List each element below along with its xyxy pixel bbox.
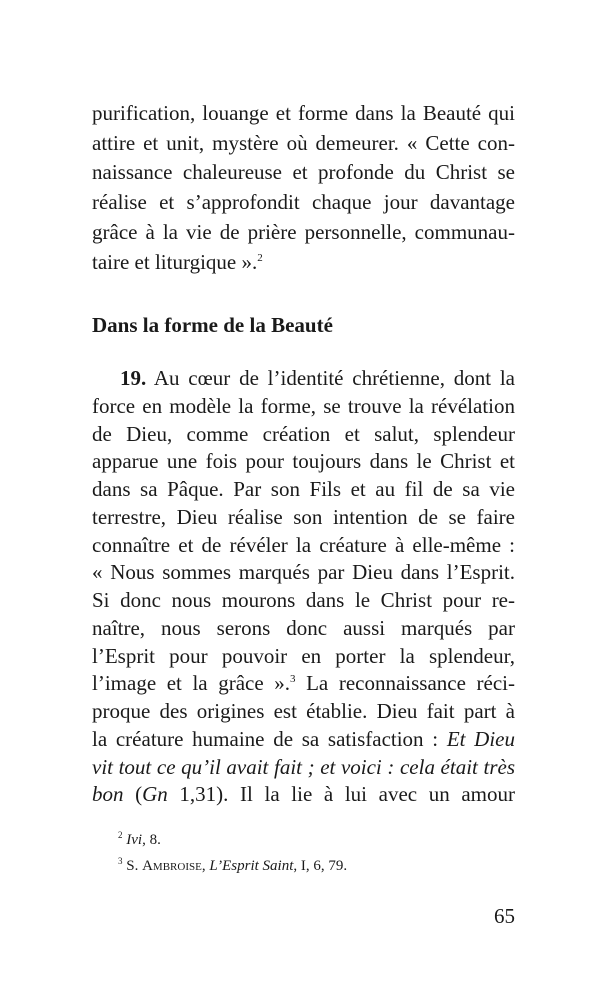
text-line: [92, 532, 515, 558]
text-run: (: [123, 782, 143, 807]
text-run: terrestre, Dieu réalise son intention de se faire: [92, 504, 515, 529]
text-line: [92, 393, 515, 419]
text-run: bon: [92, 782, 124, 807]
text-line: [92, 587, 515, 613]
text-line: [92, 559, 515, 585]
text-run: naître, nous serons donc aussi marqués par: [92, 615, 515, 640]
text-run: de Dieu, comme création et salut, splendeur: [92, 421, 515, 446]
text-run: 1,31). Il la lie à lui avec un amour: [167, 782, 515, 807]
text-line: [92, 726, 515, 752]
text-run: vit tout ce qu’il avait fait ; et voici : cela était très: [92, 754, 515, 779]
text-run: ,: [201, 858, 210, 874]
text-run: l’Esprit pour pouvoir en porter la splendeur,: [92, 643, 515, 668]
text-line: [92, 249, 515, 275]
text-line: [92, 476, 515, 502]
footnote: [118, 830, 161, 850]
text-run: Gn: [142, 782, 168, 807]
text-run: force en modèle la forme, se trouve la révélation: [92, 393, 515, 418]
text-run: dans sa Pâque. Par son Fils et au fil de sa vie: [92, 477, 515, 501]
footnote-ref: 2: [257, 251, 263, 264]
text-run: « Nous sommes marqués par Dieu dans l’Esprit.: [92, 560, 515, 585]
footnote-ref: 2: [118, 830, 123, 840]
text-run: réalise et s’approfondit chaque jour davantage: [92, 190, 515, 215]
text-run: La reconnaissance réci-: [295, 671, 515, 696]
text-line: [92, 100, 515, 126]
text-line: [92, 189, 515, 215]
text-run: , 8.: [142, 832, 161, 848]
text-run: Ivi: [126, 832, 143, 848]
section-heading: Dans la forme de la Beauté: [92, 313, 333, 337]
text-line: [92, 670, 515, 696]
text-line: [92, 504, 515, 530]
text-line: [92, 448, 515, 474]
text-line: [92, 754, 515, 780]
text-line: [92, 219, 515, 245]
text-line: [92, 130, 515, 156]
text-run: connaître et de révéler la créature à elle-même :: [92, 532, 515, 557]
text-run: , I, 6, 79.: [293, 858, 348, 874]
footnote: [118, 856, 347, 876]
text-line: [92, 781, 515, 807]
text-run: taire et liturgique ».: [92, 249, 258, 274]
text-line: [120, 365, 515, 391]
text-run: Et Dieu: [446, 726, 516, 751]
text-line: [92, 421, 515, 447]
text-run: L’Esprit Saint: [209, 858, 294, 874]
text-run: S.: [122, 858, 143, 874]
text-run: 19.: [120, 366, 147, 390]
text-line: [92, 643, 515, 669]
footnote-ref: 3: [290, 673, 296, 686]
text-line: [92, 615, 515, 641]
footnote-ref: 3: [118, 856, 123, 866]
text-run: apparue une fois pour toujours dans le Christ et: [92, 449, 515, 474]
text-run: Si donc nous mourons dans le Christ pour re-: [92, 588, 515, 612]
text-run: grâce à la vie de prière personnelle, communau-: [92, 219, 515, 244]
text-run: proque des origines est établie. Dieu fait part à: [92, 699, 515, 723]
text-run: Ambroise: [142, 858, 202, 874]
text-run: la créature humaine de sa satisfaction :: [92, 726, 447, 751]
text-run: naissance chaleureuse et profonde du Christ se: [92, 160, 515, 185]
text-run: Au cœur de l’identité chrétienne, dont la: [146, 366, 515, 390]
text-line: [92, 698, 515, 724]
text-line: [92, 159, 515, 185]
text-run: l’image et la grâce ».: [92, 671, 291, 696]
text-run: attire et unit, mystère où demeurer. « Cette con-: [92, 130, 515, 155]
page-number: 65: [494, 904, 515, 928]
text-run: purification, louange et forme dans la Beauté qui: [92, 101, 515, 125]
